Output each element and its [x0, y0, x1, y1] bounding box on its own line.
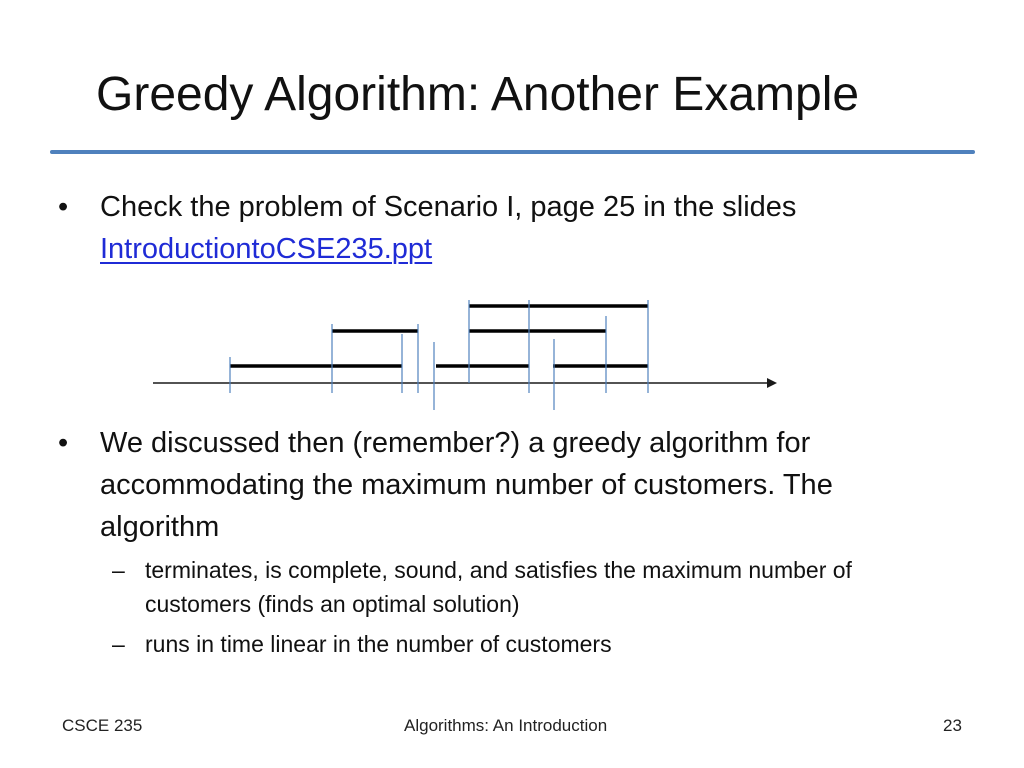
bullet-text-scenario: Check the problem of Scenario I, page 25 in the slides [100, 191, 797, 223]
ppt-file-link[interactable]: IntroductiontoCSE235.ppt [100, 233, 433, 265]
slide-title: Greedy Algorithm: Another Example [96, 68, 860, 121]
bullet-text-greedy-line1: We discussed then (remember?) a greedy algorithm for [100, 427, 811, 459]
footer-deck-title: Algorithms: An Introduction [404, 716, 608, 735]
footer-page-number: 23 [943, 716, 962, 735]
sub-bullet-text-terminates-line1: terminates, is complete, sound, and satisfies the maximum number of [145, 557, 852, 583]
bullet-text-greedy-line3: algorithm [100, 511, 220, 543]
sub-bullet-text-runtime: runs in time linear in the number of customers [145, 631, 612, 657]
sub-bullet-text-terminates-line2: customers (finds an optimal solution) [145, 591, 520, 617]
bullet-marker: • [58, 191, 69, 223]
footer-course-code: CSCE 235 [62, 716, 143, 735]
dash-marker: – [112, 631, 125, 657]
bullet-text-greedy-line2: accommodating the maximum number of customers. The [100, 469, 833, 501]
bullet-marker: • [58, 427, 69, 459]
dash-marker: – [112, 557, 125, 583]
timeline-arrowhead [767, 378, 777, 388]
